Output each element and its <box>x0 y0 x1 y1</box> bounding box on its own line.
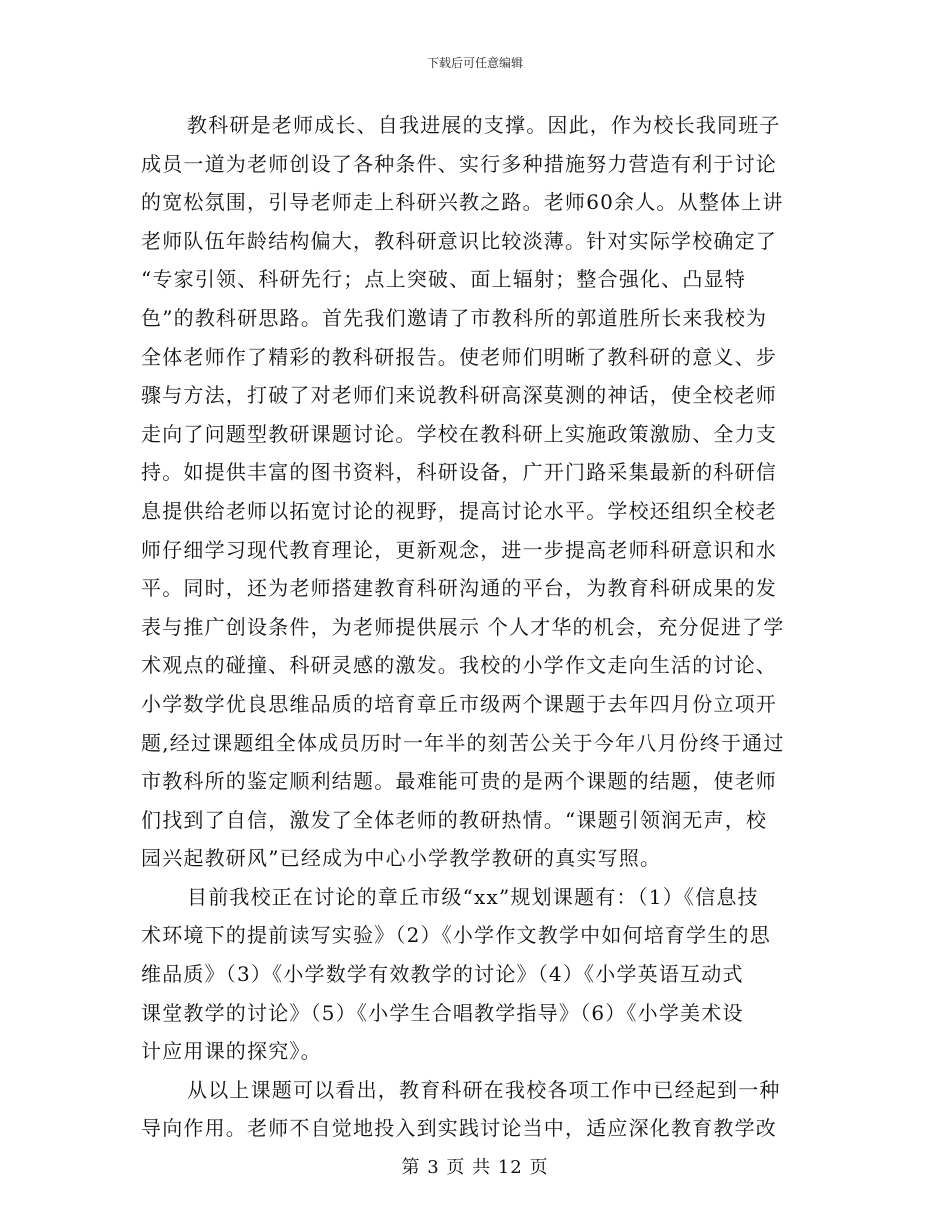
text-line: 走向了问题型教研课题讨论。学校在教科研上实施政策激励、全力支 <box>141 421 777 446</box>
text-line: 表与推广创设条件，为老师提供展示 个人才华的机会，充分促进了学 <box>141 614 785 639</box>
text-line: 的宽松氛围，引导老师走上科研兴教之路。老师60余人。从整体上讲 <box>141 190 784 215</box>
text-line: 老师队伍年龄结构偏大，教科研意识比较淡薄。针对实际学校确定了 <box>141 228 777 253</box>
text-line: 市教科所的鉴定顺利结题。最难能可贵的是两个课题的结题，使老师 <box>141 769 777 794</box>
text-line: 成员一道为老师创设了各种条件、实行多种措施努力营造有利于讨论 <box>141 151 777 176</box>
text-line: 维品质》（3）《小学数学有效教学的讨论》（4）《小学英语互动式 <box>141 962 744 987</box>
text-line: 骤与方法，打破了对老师们来说教科研高深莫测的神话，使全校老师 <box>141 383 777 408</box>
text-line: 术观点的碰撞、科研灵感的激发。我校的小学作文走向生活的讨论、 <box>141 653 777 678</box>
page-number-footer: 第 3 页 共 12 页 <box>401 1157 549 1178</box>
text-line: 全体老师作了精彩的教科研报告。使老师们明晰了教科研的意义、步 <box>141 344 777 369</box>
text-line: 园兴起教研风”已经成为中心小学教学教研的真实写照。 <box>141 846 662 871</box>
text-line: 题,经过课题组全体成员历时一年半的刻苦公关于今年八月份终于通过 <box>141 730 785 755</box>
text-line: 术环境下的提前读写实验》（2）《小学作文教学中如何培育学生的思 <box>141 923 771 948</box>
text-line: 平。同时，还为老师搭建教育科研沟通的平台，为教育科研成果的发 <box>141 576 777 601</box>
text-line: 持。如提供丰富的图书资料，科研设备，广开门路采集最新的科研信 <box>141 460 777 485</box>
text-line: 从以上课题可以看出，教育科研在我校各项工作中已经起到一种 <box>187 1077 781 1102</box>
text-line: 目前我校正在讨论的章丘市级“xx”规划课题有：（1）《信息技 <box>187 884 759 909</box>
text-line: 计应用课的探究》。 <box>141 1039 322 1064</box>
text-line: 们找到了自信，激发了全体老师的教研热情。“课题引领润无声，校 <box>141 807 768 832</box>
page-header: 下载后可任意编辑 <box>426 56 523 70</box>
text-line: 导向作用。老师不自觉地投入到实践讨论当中，适应深化教育教学改 <box>141 1116 777 1141</box>
text-line: 息提供给老师以拓宽讨论的视野，提高讨论水平。学校还组织全校老 <box>141 498 777 523</box>
text-line: 色”的教科研思路。首先我们邀请了市教科所的郭道胜所长来我校为 <box>141 305 768 330</box>
text-line: 师仔细学习现代教育理论，更新观念，进一步提高老师科研意识和水 <box>141 537 777 562</box>
text-line: 课堂教学的讨论》（5）《小学生合唱教学指导》（6）《小学美术设 <box>141 1000 744 1025</box>
text-line: 小学数学优良思维品质的培育章丘市级两个课题于去年四月份立项开 <box>141 691 777 716</box>
text-line: “专家引领、科研先行；点上突破、面上辐射；整合强化、凸显特 <box>141 267 747 292</box>
document-body <box>141 106 801 1148</box>
text-line: 教科研是老师成长、自我进展的支撑。因此，作为校长我同班子 <box>187 113 781 137</box>
